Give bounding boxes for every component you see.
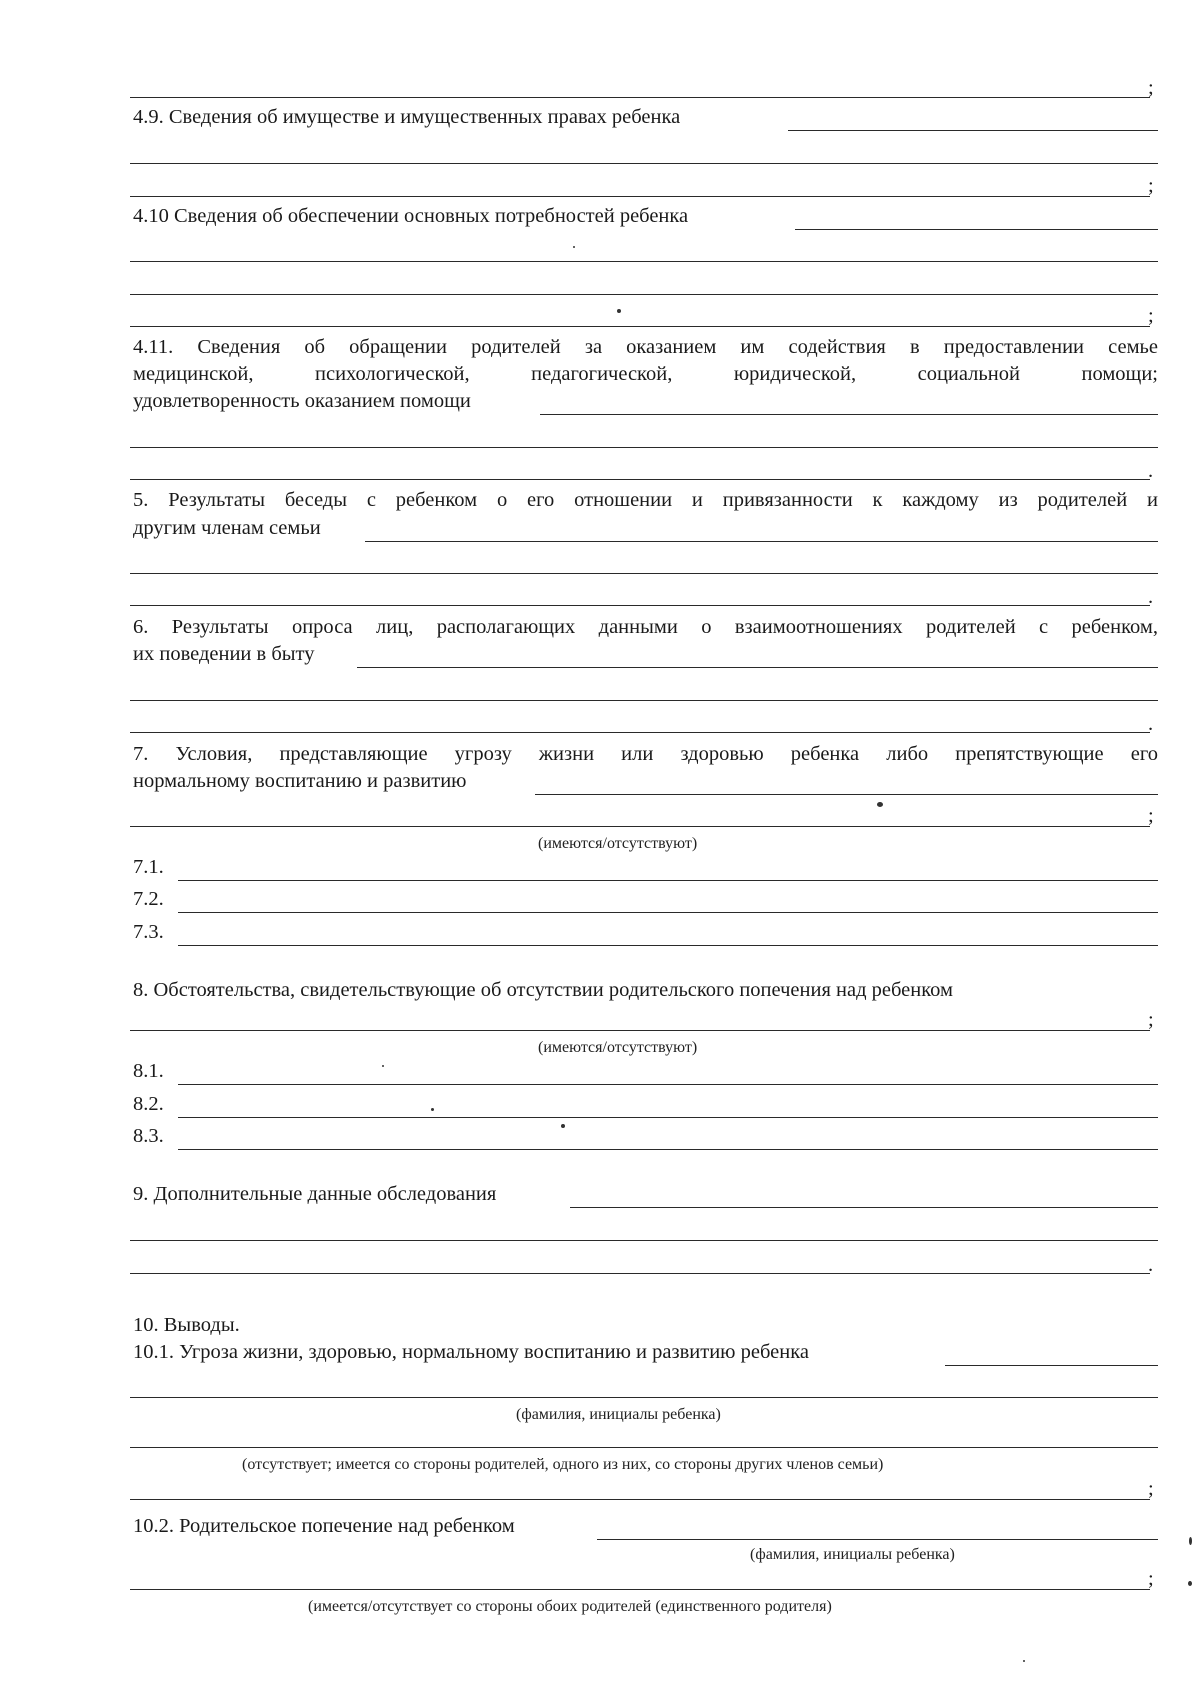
scan-speck [617,309,621,313]
item-7-2-line[interactable] [178,912,1158,913]
blank-line[interactable] [130,700,1158,701]
line-end-period: . [1148,586,1154,608]
blank-line[interactable] [130,196,1150,197]
blank-line[interactable] [130,163,1158,164]
section-7-line1: 7. Условия, представляющие угрозу жизни или здоровью ребенка либо препятствующие его [133,743,1158,765]
blank-line[interactable] [130,1397,1158,1398]
blank-line[interactable] [130,605,1150,606]
section-6-line2: их поведении в быту [133,643,315,665]
line-end-semicolon: ; [1148,175,1154,197]
blank-line[interactable] [788,130,1158,131]
scan-speck [573,246,575,248]
item-8-2-label: 8.2. [133,1093,164,1115]
blank-line[interactable] [597,1539,1158,1540]
item-8-3-label: 8.3. [133,1125,164,1147]
scan-speck [1189,1537,1192,1545]
section-4-10-label: 4.10 Сведения об обеспечении основных потребностей ребенка [133,205,689,227]
blank-line[interactable] [130,1273,1150,1274]
item-8-1-line[interactable] [178,1084,1158,1085]
section-4-11-line1: 4.11. Сведения об обращении родителей за оказанием им содействия в предоставлении семье [133,336,1158,358]
section-10-1-caption-name: (фамилия, инициалы ребенка) [516,1406,721,1423]
item-7-2-label: 7.2. [133,888,164,910]
item-8-3-line[interactable] [178,1149,1158,1150]
blank-line[interactable] [535,794,1158,795]
line-end-semicolon: ; [1148,1568,1154,1590]
line-end-semicolon: ; [1148,1009,1154,1031]
section-8-caption: (имеются/отсутствуют) [538,1039,698,1056]
item-7-3-label: 7.3. [133,921,164,943]
line-end-period: . [1148,460,1154,482]
section-9-label: 9. Дополнительные данные обследования [133,1183,497,1205]
item-7-1-line[interactable] [178,880,1158,881]
section-6-line1: 6. Результаты опроса лиц, располагающих данными о взаимоотношениях родителей с ребенком, [133,616,1158,638]
scan-speck [382,1065,384,1067]
section-10-2-caption-source: (имеется/отсутствует со стороны обоих родителей (единственного родителя) [308,1598,832,1615]
item-8-2-line[interactable] [178,1117,1158,1118]
blank-line[interactable] [540,414,1158,415]
item-7-1-label: 7.1. [133,856,164,878]
scan-speck [431,1108,434,1111]
section-4-11-line3: удовлетворенность оказанием помощи [133,390,471,412]
blank-line[interactable] [130,1499,1150,1500]
blank-line[interactable] [130,261,1158,262]
scan-speck [877,802,883,807]
blank-line[interactable] [945,1365,1158,1366]
blank-line[interactable] [130,447,1158,448]
section-10-1-caption-source: (отсутствует; имеется со стороны родителей, одного из них, со стороны других членов семьи) [242,1456,884,1473]
section-10-heading: 10. Выводы. [133,1314,240,1336]
line-end-semicolon: ; [1148,305,1154,327]
scan-speck [1188,1581,1192,1586]
blank-line[interactable] [130,573,1158,574]
line-end-period: . [1148,713,1154,735]
blank-line[interactable] [130,1240,1158,1241]
section-4-9-label: 4.9. Сведения об имуществе и имущественных правах ребенка [133,106,681,128]
section-8-label: 8. Обстоятельства, свидетельствующие об отсутствии родительского попечения над ребенком [133,979,953,1001]
blank-line[interactable] [130,826,1150,827]
blank-line[interactable] [130,1447,1158,1448]
line-end-semicolon: ; [1148,805,1154,827]
blank-line[interactable] [795,229,1158,230]
scan-speck [1023,1660,1025,1662]
line-end-semicolon: ; [1148,1478,1154,1500]
section-7-line2: нормальному воспитанию и развитию [133,770,467,792]
line-end-period: . [1148,1254,1154,1276]
section-5-line2: другим членам семьи [133,517,321,539]
blank-line[interactable] [357,667,1158,668]
blank-line[interactable] [130,732,1150,733]
item-8-1-label: 8.1. [133,1060,164,1082]
item-7-3-line[interactable] [178,945,1158,946]
blank-line[interactable] [130,479,1150,480]
section-10-2-label: 10.2. Родительское попечение над ребенком [133,1515,515,1537]
section-10-2-caption-name: (фамилия, инициалы ребенка) [750,1546,955,1563]
blank-line[interactable] [130,294,1158,295]
blank-line[interactable] [130,1030,1150,1031]
blank-line[interactable] [130,1589,1150,1590]
section-7-caption: (имеются/отсутствуют) [538,835,698,852]
blank-line[interactable] [570,1207,1158,1208]
blank-line[interactable] [130,97,1150,98]
line-end-semicolon: ; [1148,77,1154,99]
section-5-line1: 5. Результаты беседы с ребенком о его отношении и привязанности к каждому из родителей и [133,489,1158,511]
section-10-1-label: 10.1. Угроза жизни, здоровью, нормальному воспитанию и развитию ребенка [133,1341,809,1363]
section-4-11-line2: медицинской, психологической, педагогической, юридической, социальной помощи; [133,363,1158,385]
blank-line[interactable] [130,326,1150,327]
scan-speck [561,1124,565,1128]
blank-line[interactable] [365,541,1158,542]
